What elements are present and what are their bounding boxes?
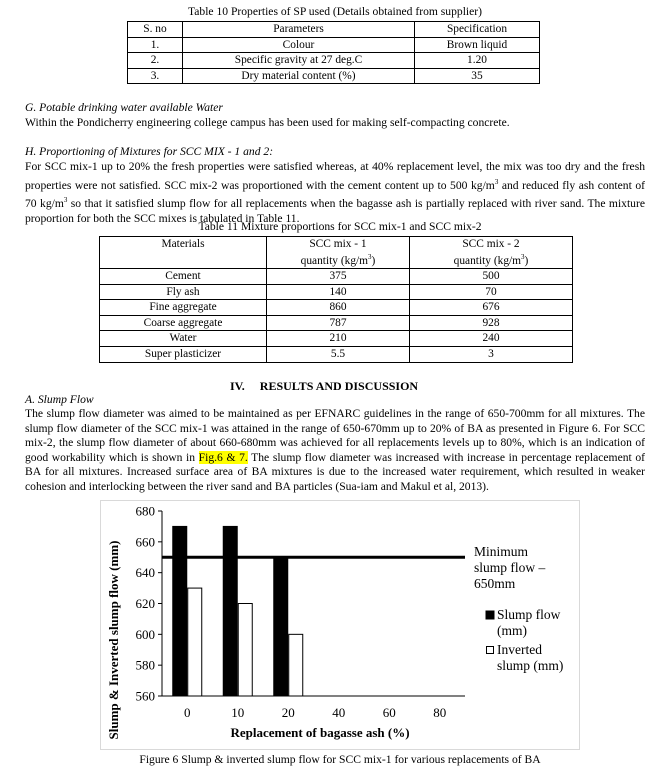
- bar-slump-flow: [274, 557, 288, 696]
- figure-reference-highlight: Fig.6 & 7.: [198, 450, 248, 464]
- table-cell: Super plasticizer: [100, 346, 267, 362]
- table-cell: 1.: [128, 37, 183, 53]
- section-h-title: H. Proportioning of Mixtures for SCC MIX - 1 and 2:: [25, 145, 274, 158]
- table-row: [100, 315, 573, 331]
- section-g-title-prefix: G. Potable drinking water available: [25, 101, 196, 114]
- table-header: [410, 237, 573, 269]
- y-tick-label: 600: [135, 626, 155, 642]
- bar-inverted-slump: [238, 604, 252, 697]
- table-cell: 240: [410, 331, 573, 347]
- section-h-text-2: and reduced fly ash content of 70 kg/m: [25, 178, 645, 210]
- table-cell: Fly ash: [100, 284, 267, 300]
- mix1-header: SCC mix - 1: [309, 238, 367, 250]
- table-cell: Dry material content (%): [183, 68, 415, 84]
- section-iv-title: RESULTS AND DISCUSSION: [259, 379, 419, 393]
- mix1-unit-close: ): [371, 254, 376, 267]
- table-header: [267, 237, 410, 269]
- legend-label-inverted-slump-1: Inverted: [497, 642, 542, 657]
- table-cell: 2.: [128, 53, 183, 69]
- mix1-header-unit: [270, 251, 406, 267]
- table-cell: Specific gravity at 27 deg.C: [183, 53, 415, 69]
- table11: [99, 236, 573, 363]
- mix1-unit-sup: 3: [368, 252, 372, 261]
- section-h-text-1: For SCC mix-1 up to 20% the fresh properties were satisfied whereas, at 40% replacement level, the mix was too dry and the fresh properties were not satisfied. SCC mix-2 was proportioned with the cement content up to 500 kg/m: [25, 160, 645, 192]
- section-a-title: A. Slump Flow: [25, 393, 94, 406]
- legend-label-slump-flow-1: Slump flow: [497, 607, 561, 622]
- section-iv-number: IV.: [230, 379, 245, 393]
- y-tick-label: 640: [135, 565, 155, 581]
- section-iv-heading: [230, 379, 418, 394]
- table-cell: 140: [267, 284, 410, 300]
- table-cell: 1.20: [415, 53, 540, 69]
- table-header: Parameters: [183, 22, 415, 38]
- table-header: Materials: [100, 237, 267, 269]
- mix2-header: SCC mix - 2: [462, 238, 520, 250]
- table-cell: 787: [267, 315, 410, 331]
- table-row: [128, 53, 540, 69]
- y-tick-label: 680: [135, 503, 155, 519]
- table-cell: Cement: [100, 268, 267, 284]
- table-cell: 35: [415, 68, 540, 84]
- table-row: [128, 22, 540, 38]
- mix2-unit-sup: 3: [521, 252, 525, 261]
- section-h-sup-1: 3: [494, 177, 499, 186]
- table-cell: 3: [410, 346, 573, 362]
- table-cell: 3.: [128, 68, 183, 84]
- y-tick-label: 620: [135, 596, 155, 611]
- table-cell: 928: [410, 315, 573, 331]
- section-g-title-italic: Water: [195, 101, 223, 114]
- legend-swatch-slump-flow: [486, 611, 494, 619]
- table-cell: 210: [267, 331, 410, 347]
- table-cell: 500: [410, 268, 573, 284]
- table-row: [128, 37, 540, 53]
- table-row: [100, 346, 573, 362]
- table-cell: Coarse aggregate: [100, 315, 267, 331]
- section-a-text-after: The slump flow diameter was increased with increase in percentage replacement of BA for all mixtures. Increased surface area of BA mixtures is due to the increased water requirement, which resulted in weaker cohesion and interlocking between the river sand and BA particles (Sua-iam and Makul et al, 2013).: [25, 450, 645, 493]
- reference-line-label-3: 650mm: [474, 576, 516, 591]
- reference-line-label-2: slump flow –: [474, 560, 546, 575]
- x-tick-label: 40: [332, 705, 346, 720]
- table-header: S. no: [128, 22, 183, 38]
- section-h-sup-2: 3: [63, 196, 68, 205]
- x-tick-label: 80: [433, 705, 447, 720]
- y-tick-label: 560: [135, 688, 155, 704]
- figure-6-chart: [100, 500, 580, 750]
- table-row: [100, 331, 573, 347]
- table-row: [100, 300, 573, 316]
- table-cell: Colour: [183, 37, 415, 53]
- mix2-unit-close: ): [524, 254, 529, 267]
- table-row: [100, 237, 573, 269]
- table-cell: Water: [100, 331, 267, 347]
- table-row: [100, 284, 573, 300]
- bar-inverted-slump: [188, 588, 202, 696]
- table-header: Specification: [415, 22, 540, 38]
- mix1-unit-text: quantity (kg/m: [300, 254, 369, 267]
- section-h-text-3: so that it satisfied slump flow for all replacements when the bagasse ash is partially replaced with river sand. The mixture proportion for both the SCC mixes is tabulated in Table 11.: [25, 196, 645, 225]
- legend-label-slump-flow-2: (mm): [497, 623, 527, 638]
- bar-slump-flow: [173, 526, 187, 696]
- mix2-header-unit: [413, 251, 569, 267]
- table-cell: Brown liquid: [415, 37, 540, 53]
- reference-line-label-1: Minimum: [474, 544, 529, 559]
- table-cell: Fine aggregate: [100, 300, 267, 316]
- x-tick-label: 0: [184, 705, 191, 720]
- section-a-text: [25, 407, 645, 495]
- table-cell: 676: [410, 300, 573, 316]
- table10-caption: Table 10 Properties of SP used (Details obtained from supplier): [187, 5, 482, 18]
- chart-marks: [136, 504, 466, 721]
- section-a-text-before: The slump flow diameter was aimed to be maintained as per EFNARC guidelines in the range of 650-700mm for all mixtures. The slump flow diameter of the SCC mix-1 was attained in the range of 650-670mm up to 20% of BA as presented in Figure 6. For SCC mix-2, the slump flow diameter of about 660-680mm was achieved for all replacements levels up to 80%, which is an indication of good workability which is shown in: [25, 407, 645, 464]
- table-cell: 375: [267, 268, 410, 284]
- bar-inverted-slump: [289, 634, 303, 696]
- x-tick-label: 60: [382, 705, 396, 720]
- x-tick-label: 20: [281, 705, 295, 720]
- section-g-text: Within the Pondicherry engineering college campus has been used for making self-compacting concrete.: [25, 116, 510, 129]
- y-tick-label: 660: [135, 534, 155, 550]
- section-h-text: [25, 160, 645, 226]
- table-cell: 860: [267, 300, 410, 316]
- bar-slump-flow: [223, 526, 237, 696]
- table10: [127, 21, 540, 84]
- section-g-title: [25, 101, 223, 116]
- y-tick-label: 580: [135, 657, 155, 673]
- chart-x-axis-label: Replacement of bagasse ash (%): [230, 725, 410, 740]
- legend-swatch-inverted-slump: [487, 647, 494, 654]
- figure-6-caption: Figure 6 Slump & inverted slump flow for SCC mix-1 for various replacements of BA: [139, 753, 541, 766]
- x-tick-label: 10: [231, 705, 245, 720]
- table-row: [100, 268, 573, 284]
- chart-svg: [100, 500, 580, 750]
- table-cell: 5.5: [267, 346, 410, 362]
- mix2-unit-text: quantity (kg/m: [453, 254, 522, 267]
- table-cell: 70: [410, 284, 573, 300]
- legend-label-inverted-slump-2: slump (mm): [497, 658, 564, 673]
- table11-caption: Table 11 Mixture proportions for SCC mix-1 and SCC mix-2: [198, 220, 482, 233]
- table-row: [128, 68, 540, 84]
- chart-y-axis-label: Slump & Inverted slump flow (mm): [106, 540, 121, 740]
